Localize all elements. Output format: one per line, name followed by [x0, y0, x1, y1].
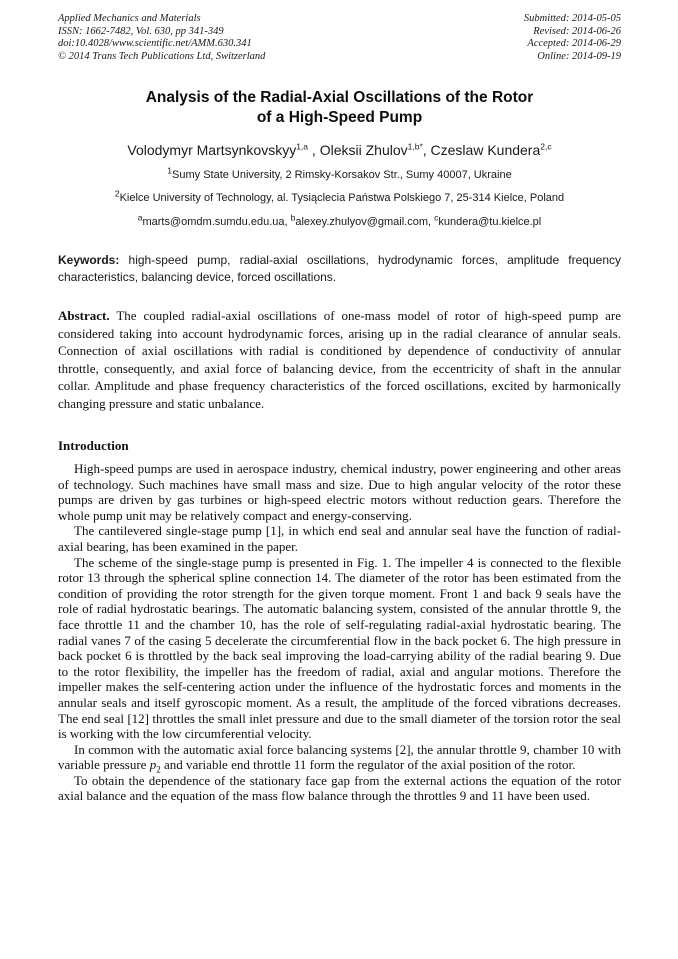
- intro-paragraph-3: The scheme of the single-stage pump is presented in Fig. 1. The impeller 4 is connected to the flexible rotor 13 through the spherical spline connection 14. The diameter of the rotor has been estimated from the condition of providing the rotor strength for the given torque moment. Front 1 and back 9 seals have the role of radial hydrostatic bearings. The automatic balancing system, consisted of the annular throttle 9, the face throttle 11 and the chamber 10, has the role of self-regulating radial-axial hydrostatic bearing. The radial vanes 7 of the casing 5 decelerate the circumferential flow in the back pocket 6. The high pressure in back pocket 6 is throttled by the back seal improving the load-carrying ability of the radial bearing 9. Due to the rotor flexibility, the impeller has the freedom of radial, axial and angular motions. Therefore the impeller makes the self-centering action under the influence of the hydrostatic forces and moments in the annular seals and itself gyroscopic moment. As a result, the amplitude of the forced vibrations decreases. The end seal [12] throttles the small inlet pressure and due to the small diameter of the torsion rotor the seal is working with the low circumferential velocity.: [58, 554, 621, 742]
- affiliations: [58, 165, 621, 205]
- author-emails: [58, 212, 621, 229]
- intro-paragraph-4: [58, 742, 621, 773]
- author-3: [431, 142, 552, 158]
- intro-paragraph-4-pre: In common with the automatic axial force balancing systems [2], the annular throttle 9, chamber 10 with variable pressure: [58, 741, 621, 773]
- email-a: [137, 212, 291, 228]
- journal-header: [58, 13, 621, 63]
- affiliation-1-text: Sumy State University, 2 Rimsky-Korsakov Str., Sumy 40007, Ukraine: [172, 169, 512, 181]
- intro-paragraph-4-post: and variable end throttle 11 form the regulator of the axial position of the rotor.: [160, 757, 576, 773]
- author-2-name: Oleksii Zhulov: [319, 142, 408, 158]
- abstract-block: [58, 307, 621, 412]
- journal-copyright: © 2014 Trans Tech Publications Ltd, Switzerland: [58, 50, 266, 62]
- author-separator: ,: [422, 142, 431, 158]
- pressure-variable-subscript: 2: [156, 764, 161, 775]
- paper-title-line1: Analysis of the Radial-Axial Oscillations of the Rotor: [145, 89, 534, 106]
- online-date: Online: 2014-09-19: [537, 50, 621, 62]
- intro-paragraph-1: High-speed pumps are used in aerospace industry, chemical industry, power engineering and other areas of technology. Such machines have small mass and size. Due to high angular velocity of the rotor these pumps are driven by gas turbines or high-speed electric motors without reduction gears. Therefore the whole pump unit may be relatively compact and energy-conserving.: [58, 461, 621, 523]
- email-b-address: alexey.zhulyov@gmail.com: [295, 216, 428, 228]
- journal-issn-volume: ISSN: 1662-7482, Vol. 630, pp 341-349: [58, 25, 224, 37]
- submission-dates: [524, 13, 621, 63]
- authors-line: [58, 141, 621, 159]
- intro-paragraph-5: To obtain the dependence of the stationary face gap from the external actions the equation of the rotor axial balance and the equation of the mass flow balance through the throttles 9 and 11 have been used.: [58, 772, 621, 804]
- email-separator: ,: [427, 216, 435, 228]
- abstract-label: Abstract.: [58, 308, 110, 323]
- paper-title: [58, 88, 621, 128]
- email-b: [290, 212, 435, 228]
- author-1-superscript: 1,a: [296, 141, 309, 152]
- author-2-superscript: 1,b*: [407, 141, 423, 152]
- pressure-variable: p: [149, 757, 157, 773]
- accepted-date: Accepted: 2014-06-29: [527, 38, 621, 49]
- email-b-superscript: b: [290, 212, 296, 223]
- author-1: [127, 142, 319, 158]
- introduction-heading: Introduction: [58, 438, 129, 453]
- journal-doi: doi:10.4028/www.scientific.net/AMM.630.341: [58, 38, 252, 49]
- author-3-name: Czeslaw Kundera: [430, 142, 541, 158]
- email-c-superscript: c: [434, 212, 439, 223]
- affiliation-2: [58, 188, 621, 205]
- affiliation-1: [58, 165, 621, 182]
- journal-name: Applied Mechanics and Materials: [58, 13, 201, 24]
- submitted-date: Submitted: 2014-05-05: [523, 13, 621, 24]
- affiliation-2-text: Kielce University of Technology, al. Tysiąclecia Państwa Polskiego 7, 25-314 Kielce, Poland: [119, 192, 565, 204]
- keywords-text: high-speed pump, radial-axial oscillations, hydrodynamic forces, amplitude frequency characteristics, balancing device, forced oscillations.: [58, 253, 621, 284]
- email-c-address: kundera@tu.kielce.pl: [438, 216, 542, 228]
- email-separator: ,: [284, 216, 291, 228]
- affiliation-2-superscript: 2: [114, 188, 120, 199]
- revised-date: Revised: 2014-06-26: [533, 25, 621, 37]
- paper-title-line2: of a High-Speed Pump: [256, 109, 423, 126]
- abstract-text: The coupled radial-axial oscillations of one-mass model of rotor of high-speed pump are considered taking into account hydrodynamic forces, arising up in the radial clearance of annular seals. Connection of axial oscillations with radial is conditioned by dependence of conductivity of annular throttle, consequently, and axial force of balancing device, from the eccentricity of shaft in the annular collar. Amplitude and phase frequency characteristics of the forced oscillations, excited by harmonically changing pressure and static unbalance.: [58, 308, 621, 411]
- email-c: [434, 212, 542, 228]
- author-separator: ,: [308, 142, 320, 158]
- keywords-label: Keywords:: [58, 253, 120, 267]
- journal-info: [58, 13, 265, 63]
- keywords-block: [58, 252, 621, 286]
- email-a-address: marts@omdm.sumdu.edu.ua: [142, 216, 285, 228]
- intro-paragraph-2: The cantilevered single-stage pump [1], in which end seal and annular seal have the function of radial-axial bearing, has been examined in the paper.: [58, 523, 621, 554]
- author-2: [320, 142, 431, 158]
- email-a-superscript: a: [137, 212, 143, 223]
- author-3-superscript: 2,c: [540, 141, 552, 152]
- author-1-name: Volodymyr Martsynkovskyy: [127, 142, 297, 158]
- affiliation-1-superscript: 1: [167, 165, 173, 176]
